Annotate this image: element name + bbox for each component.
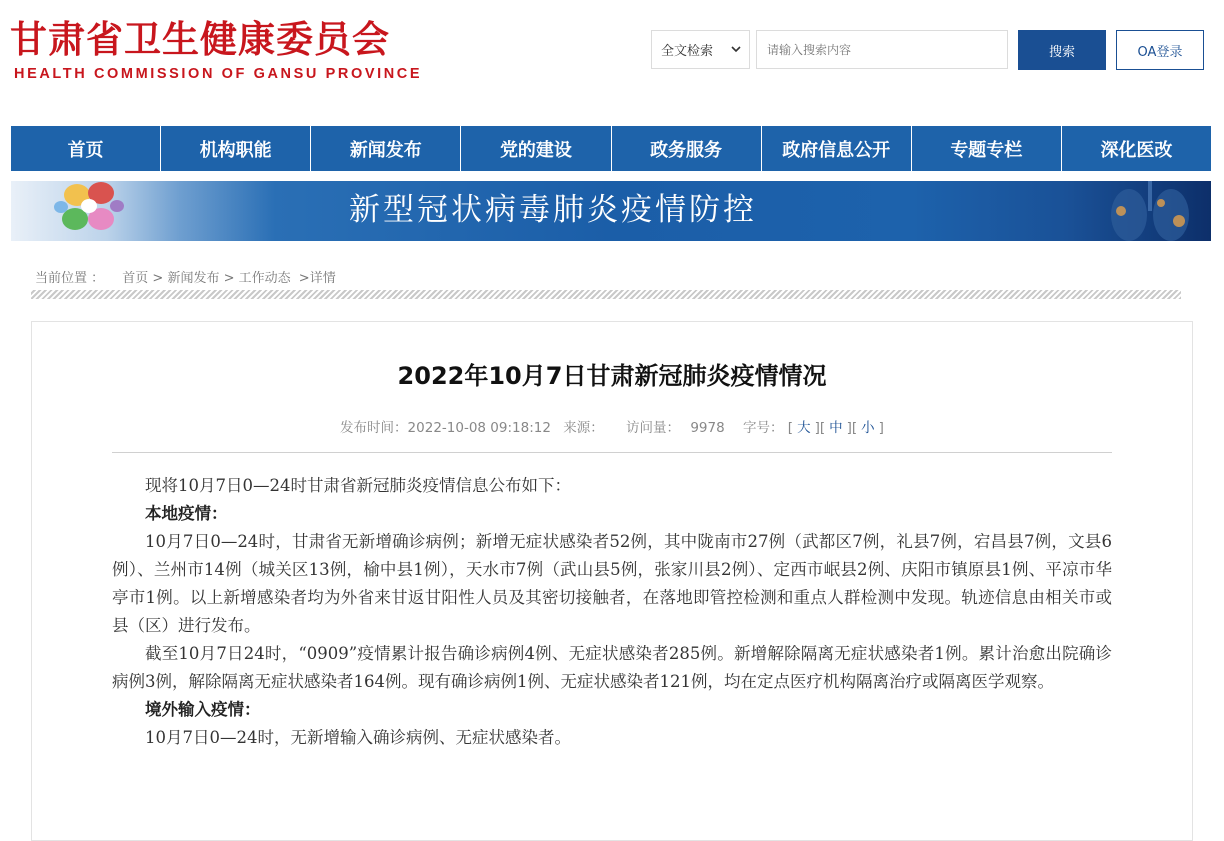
article-paragraph: 10月7日0—24时，甘肃省无新增确诊病例；新增无症状感染者52例，其中陇南市27例（武都区7例，礼县7例，宕昌县7例，文县6例）、兰州市14例（城关区13例，榆中县1例），天水市7例（武山县5例，张家川县2例）、定西市岷县2例、庆阳市镇原县1例、平凉市华亭市1例。以上新增感染者均为外省来甘返甘阳性人员及其密切接触者，在落地即管控检测和重点人群检测中发现。轨迹信息由相关市或县（区）进行发布。 xyxy=(112,532,1112,635)
article-subheading: 本地疫情： xyxy=(145,504,228,523)
nav-item-home[interactable]: 首页 xyxy=(11,126,161,171)
oa-login-button[interactable]: OA登录 xyxy=(1116,30,1204,70)
breadcrumb-separator: > xyxy=(219,271,239,286)
search-scope-select[interactable] xyxy=(651,30,750,69)
search-input[interactable] xyxy=(756,30,1008,69)
publish-time: 2022-10-08 09:18:12 xyxy=(407,420,551,436)
font-size-label: 字号： xyxy=(742,420,784,436)
font-size-medium-button[interactable]: 中 xyxy=(829,420,843,436)
banner-title: 新型冠状病毒肺炎疫情防控 xyxy=(349,192,757,228)
breadcrumb-separator: > xyxy=(294,271,310,286)
main-nav xyxy=(11,126,1211,171)
article-meta xyxy=(32,416,1192,436)
views-label: 访问量： xyxy=(626,420,681,436)
breadcrumb xyxy=(35,267,336,286)
views-count: 9978 xyxy=(690,420,725,436)
nav-item-news[interactable]: 新闻发布 xyxy=(311,126,461,171)
article-title: 2022年10月7日甘肃新冠肺炎疫情情况 xyxy=(397,362,827,390)
article-body xyxy=(112,472,1112,752)
chevron-down-icon xyxy=(731,42,741,56)
lungs-decoration-icon xyxy=(1091,181,1211,241)
breadcrumb-label: 当前位置 ： xyxy=(35,271,105,286)
search-button[interactable]: 搜索 xyxy=(1018,30,1106,70)
font-size-large-button[interactable]: 大 xyxy=(797,420,811,436)
article-subheading: 境外输入疫情： xyxy=(145,700,261,719)
covid-banner[interactable] xyxy=(11,181,1211,241)
source-label: 来源： xyxy=(563,420,604,436)
breadcrumb-home-link[interactable]: 首页 xyxy=(122,271,149,286)
nav-item-services[interactable]: 政务服务 xyxy=(612,126,762,171)
article-panel xyxy=(31,321,1193,841)
title-divider xyxy=(112,452,1112,453)
font-size-small-button[interactable]: 小 xyxy=(861,420,875,436)
article-paragraph: 现将10月7日0—24时甘肃省新冠肺炎疫情信息公布如下： xyxy=(145,476,571,495)
search-scope-label: 全文检索 xyxy=(661,44,714,59)
nav-item-topics[interactable]: 专题专栏 xyxy=(912,126,1062,171)
nav-item-reform[interactable]: 深化医改 xyxy=(1100,139,1173,161)
hatch-divider xyxy=(31,290,1181,299)
site-logo-en[interactable]: HEALTH COMMISSION OF GANSU PROVINCE xyxy=(14,66,423,82)
breadcrumb-work-link[interactable]: 工作动态 xyxy=(238,271,291,286)
nav-item-party[interactable]: 党的建设 xyxy=(461,126,611,171)
nav-item-disclosure[interactable]: 政府信息公开 xyxy=(762,126,912,171)
breadcrumb-news-link[interactable]: 新闻发布 xyxy=(167,271,220,286)
nav-item-functions[interactable]: 机构职能 xyxy=(161,126,311,171)
breadcrumb-separator: > xyxy=(148,271,168,286)
publish-time-label: 发布时间： xyxy=(340,420,408,436)
site-header xyxy=(0,0,1224,120)
font-size-controls: [ 大 ][ 中 ][ 小 ] xyxy=(787,420,884,436)
site-logo-cn[interactable]: 甘肃省卫生健康委员会 xyxy=(10,18,390,61)
breadcrumb-current: 详情 xyxy=(309,271,336,286)
flower-logo-icon xyxy=(51,181,131,241)
article-paragraph: 截至10月7日24时，“0909”疫情累计报告确诊病例4例、无症状感染者285例。新增解除隔离无症状感染者1例。累计治愈出院确诊病例3例，解除隔离无症状感染者164例。现有确诊病例1例、无症状感染者121例，均在定点医疗机构隔离治疗或隔离医学观察。 xyxy=(112,644,1112,691)
article-paragraph: 10月7日0—24时，无新增输入确诊病例、无症状感染者。 xyxy=(145,728,571,747)
